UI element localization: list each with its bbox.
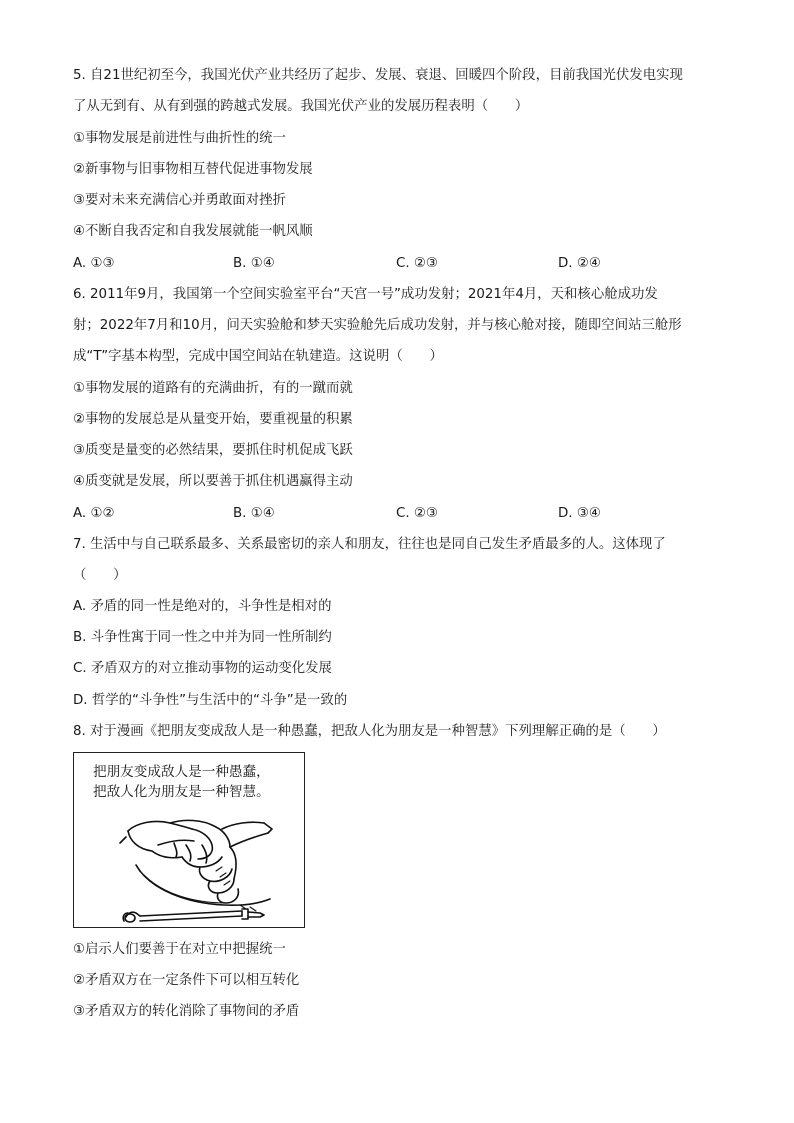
q7-option-d[interactable]: D. 哲学的“斗争性”与生活中的“斗争”是一致的 <box>73 693 348 708</box>
q5-option-b[interactable]: B. ①④ <box>233 256 275 271</box>
q8-item-3: ③矛盾双方的转化消除了事物间的矛盾 <box>73 1004 300 1019</box>
cartoon-caption-line-1: 把朋友变成敌人是一种愚蠢， <box>93 764 270 780</box>
cartoon-caption-line-2: 把敌人化为朋友是一种智慧。 <box>93 784 270 800</box>
q6-stem-line-1: 6. 2011年9月，我国第一个空间实验室平台“天宫一号”成功发射；2021年4月，天和核心舱成功发 <box>73 287 658 302</box>
q5-item-4: ④不断自我否定和自我发展就能一帆风顺 <box>73 224 313 239</box>
q6-item-2: ②事物的发展总是从量变开始，要重视量的积累 <box>73 412 353 427</box>
q7-option-a[interactable]: A. 矛盾的同一性是绝对的，斗争性是相对的 <box>73 599 332 614</box>
q8-item-1: ①启示人们要善于在对立中把握统一 <box>73 942 286 957</box>
q6-stem-line-3: 成“T”字基本构型，完成中国空间站在轨建造。这说明（ ） <box>73 349 443 364</box>
q5-item-3: ③要对未来充满信心并勇敢面对挫折 <box>73 193 286 208</box>
q6-item-1: ①事物发展的道路有的充满曲折，有的一蹴而就 <box>73 381 353 396</box>
q5-option-d[interactable]: D. ②④ <box>558 256 601 271</box>
q5-option-a[interactable]: A. ①③ <box>73 256 115 271</box>
q5-item-1: ①事物发展是前进性与曲折性的统一 <box>73 131 286 146</box>
cartoon-figure <box>73 752 305 928</box>
q6-item-4: ④质变就是发展，所以要善于抓住机遇赢得主动 <box>73 474 353 489</box>
q6-option-c[interactable]: C. ②③ <box>396 506 438 521</box>
q5-option-c[interactable]: C. ②③ <box>396 256 438 271</box>
q7-option-c[interactable]: C. 矛盾双方的对立推动事物的运动变化发展 <box>73 661 332 676</box>
q6-option-d[interactable]: D. ③④ <box>558 506 601 521</box>
q6-item-3: ③质变是量变的必然结果，要抓住时机促成飞跃 <box>73 443 353 458</box>
q7-stem-line-2: （ ） <box>73 568 127 583</box>
handshake-over-knives-illustration <box>74 753 304 927</box>
q5-item-2: ②新事物与旧事物相互替代促进事物发展 <box>73 162 313 177</box>
q6-stem-line-2: 射；2022年7月和10月，问天实验舱和梦天实验舱先后成功发射，并与核心舱对接，随即空间站三舱形 <box>73 318 682 333</box>
q6-option-b[interactable]: B. ①④ <box>233 506 275 521</box>
q5-stem-line-1: 5. 自21世纪初至今，我国光伏产业共经历了起步、发展、衰退、回暖四个阶段，目前我国光伏发电实现 <box>73 68 683 83</box>
q7-stem-line-1: 7. 生活中与自己联系最多、关系最密切的亲人和朋友，往往也是同自己发生矛盾最多的人。这体现了 <box>73 537 666 552</box>
q7-option-b[interactable]: B. 斗争性寓于同一性之中并为同一性所制约 <box>73 630 332 645</box>
q8-item-2: ②矛盾双方在一定条件下可以相互转化 <box>73 973 300 988</box>
q5-stem-line-2: 了从无到有、从有到强的跨越式发展。我国光伏产业的发展历程表明（ ） <box>73 99 529 114</box>
q8-stem-line-1: 8. 对于漫画《把朋友变成敌人是一种愚蠢，把敌人化为朋友是一种智慧》下列理解正确的是（ ） <box>73 724 666 739</box>
q6-option-a[interactable]: A. ①② <box>73 506 115 521</box>
